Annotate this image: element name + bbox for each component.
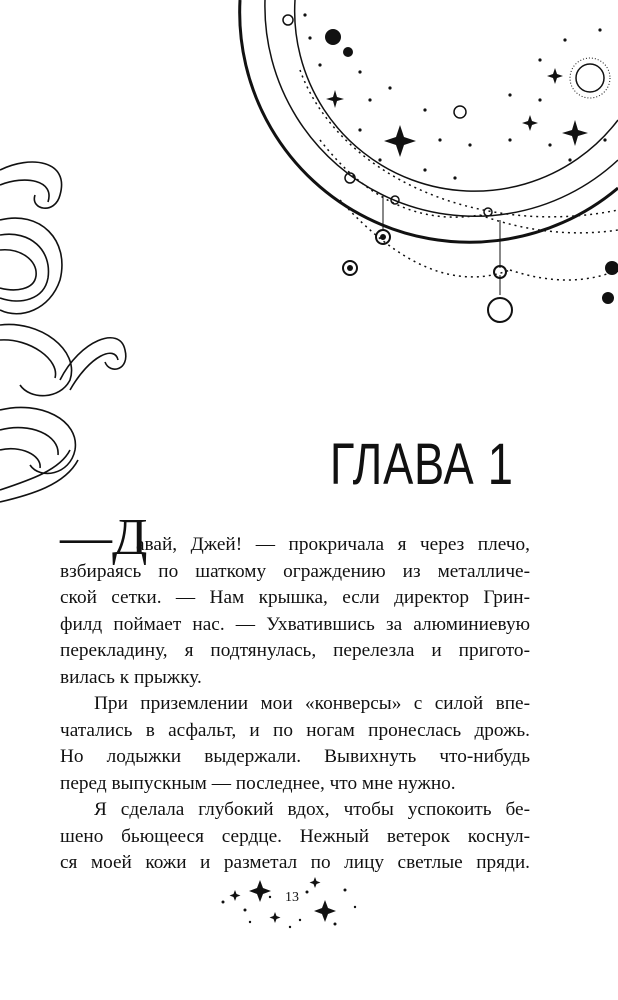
text-line: —Д авай, Джей! — прокричала я через плечо, [60, 509, 530, 566]
chapter-title: ГЛАВА 1 [330, 431, 514, 497]
text-line: Я сделала глубокий вдох, чтобы успокоить бе- [94, 799, 530, 820]
text-line: перед выпускным — последнее, что мне нужно. [60, 772, 456, 794]
text-line: Но лодыжки выдержали. Вывихнуть что-нибудь [60, 746, 530, 767]
text-line: шено бьющееся сердце. Нежный ветерок коснул- [60, 825, 530, 847]
celestial-crescent-ornament [210, 0, 618, 340]
text-line: ской сетки. — Нам крышка, если директор Грин- [60, 587, 530, 608]
paragraph [60, 797, 530, 877]
text-line: чатались в асфальт, и по ногам пронеслась дрожь. [60, 719, 530, 741]
ornamental-wave-swirl [0, 150, 130, 510]
paragraph [60, 691, 530, 797]
text-line: ся моей кожи и разметал по лицу светлые пряди. [60, 852, 530, 873]
text-line: перекладину, я подтянулась, перелезла и пригото- [60, 640, 530, 661]
body-text [60, 509, 530, 877]
text-line: вилась к прыжку. [60, 666, 202, 688]
paragraph [60, 509, 530, 691]
text-line: При приземлении мои «конверсы» с силой впе- [94, 693, 530, 714]
drop-cap: —Д [60, 509, 148, 566]
text-line: взбираясь по шаткому ограждению из металличе- [60, 560, 530, 582]
text-line: филд поймает нас. — Ухватившись за алюминиевую [60, 613, 530, 635]
page-number: 13 [285, 890, 299, 905]
